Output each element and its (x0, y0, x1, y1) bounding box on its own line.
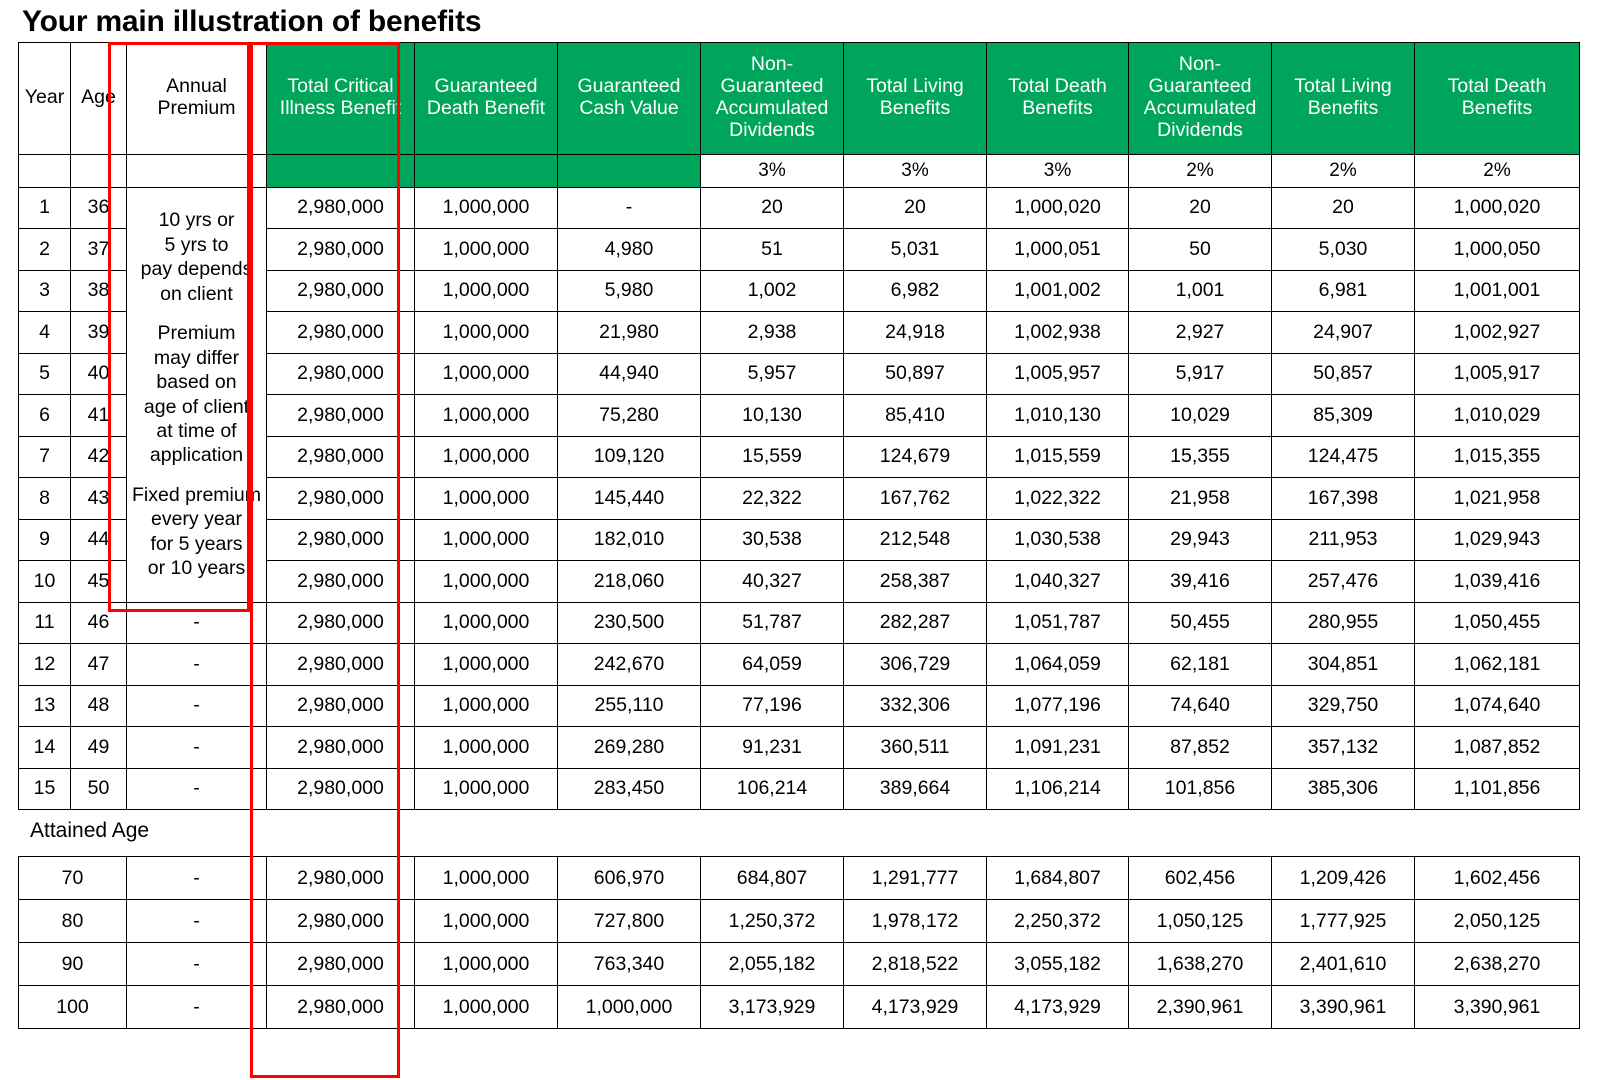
col-header-total-death-benefits-2pct: Total Death Benefits (1415, 42, 1580, 154)
cell-non-guaranteed-accumulated-dividends-3pct: 3,173,929 (701, 986, 844, 1029)
cell-total-living-benefits-2pct: 50,857 (1272, 353, 1415, 395)
cell-total-living-benefits-2pct: 1,209,426 (1272, 857, 1415, 900)
cell-total-critical-illness-benefit: 2,980,000 (267, 644, 415, 686)
cell-total-death-benefits-3pct: 1,091,231 (987, 727, 1129, 769)
cell-year: 5 (19, 353, 71, 395)
cell-guaranteed-cash-value: 269,280 (558, 727, 701, 769)
cell-total-critical-illness-benefit: 2,980,000 (267, 478, 415, 520)
cell-guaranteed-cash-value: - (558, 187, 701, 229)
cell-total-living-benefits-3pct: 2,818,522 (844, 943, 987, 986)
cell-age: 50 (71, 768, 127, 810)
cell-age: 48 (71, 685, 127, 727)
cell-non-guaranteed-accumulated-dividends-2pct: 39,416 (1129, 561, 1272, 603)
cell-guaranteed-cash-value: 182,010 (558, 519, 701, 561)
attained-age-row (19, 943, 1580, 986)
cell-age: 41 (71, 395, 127, 437)
cell-guaranteed-cash-value: 109,120 (558, 436, 701, 478)
cell-non-guaranteed-accumulated-dividends-2pct: 1,050,125 (1129, 900, 1272, 943)
cell-guaranteed-cash-value: 763,340 (558, 943, 701, 986)
cell-non-guaranteed-accumulated-dividends-3pct: 2,938 (701, 312, 844, 354)
cell-non-guaranteed-accumulated-dividends-2pct: 5,917 (1129, 353, 1272, 395)
rate-cell-tlb-2pct: 2% (1272, 154, 1415, 187)
rate-cell-annual-premium (127, 154, 267, 187)
annual-premium-note-line: at time of (156, 419, 237, 442)
cell-age: 42 (71, 436, 127, 478)
cell-total-living-benefits-2pct: 124,475 (1272, 436, 1415, 478)
cell-guaranteed-death-benefit: 1,000,000 (415, 943, 558, 986)
rate-cell-tcib (267, 154, 415, 187)
cell-age: 36 (71, 187, 127, 229)
annual-premium-note-line: pay depends (140, 258, 253, 281)
cell-guaranteed-cash-value: 242,670 (558, 644, 701, 686)
cell-guaranteed-death-benefit: 1,000,000 (415, 602, 558, 644)
cell-non-guaranteed-accumulated-dividends-3pct: 51,787 (701, 602, 844, 644)
col-header-non-guaranteed-accumulated-dividends-3pct: Non-Guaranteed Accumulated Dividends (701, 42, 844, 154)
cell-guaranteed-death-benefit: 1,000,000 (415, 312, 558, 354)
cell-total-living-benefits-2pct: 385,306 (1272, 768, 1415, 810)
cell-total-critical-illness-benefit: 2,980,000 (267, 395, 415, 437)
cell-total-death-benefits-3pct: 1,040,327 (987, 561, 1129, 603)
cell-guaranteed-cash-value: 75,280 (558, 395, 701, 437)
cell-guaranteed-death-benefit: 1,000,000 (415, 478, 558, 520)
cell-non-guaranteed-accumulated-dividends-2pct: 50,455 (1129, 602, 1272, 644)
cell-total-living-benefits-3pct: 389,664 (844, 768, 987, 810)
cell-total-death-benefits-2pct: 1,015,355 (1415, 436, 1580, 478)
cell-total-living-benefits-2pct: 211,953 (1272, 519, 1415, 561)
cell-total-death-benefits-2pct: 1,050,455 (1415, 602, 1580, 644)
cell-total-critical-illness-benefit: 2,980,000 (267, 768, 415, 810)
cell-total-death-benefits-2pct: 1,087,852 (1415, 727, 1580, 769)
cell-total-death-benefits-2pct: 1,005,917 (1415, 353, 1580, 395)
cell-annual-premium: - (127, 727, 267, 769)
cell-total-death-benefits-3pct: 1,000,020 (987, 187, 1129, 229)
cell-attained-age: 70 (19, 857, 127, 900)
cell-total-living-benefits-3pct: 1,291,777 (844, 857, 987, 900)
col-header-total-living-benefits-3pct: Total Living Benefits (844, 42, 987, 154)
rate-header-row (19, 154, 1580, 187)
cell-non-guaranteed-accumulated-dividends-3pct: 91,231 (701, 727, 844, 769)
attained-age-row (19, 857, 1580, 900)
cell-total-death-benefits-3pct: 2,250,372 (987, 900, 1129, 943)
cell-total-death-benefits-3pct: 1,077,196 (987, 685, 1129, 727)
cell-total-living-benefits-3pct: 4,173,929 (844, 986, 987, 1029)
table-row (19, 685, 1580, 727)
cell-year: 3 (19, 270, 71, 312)
annual-premium-note-line: 5 yrs to (164, 233, 229, 256)
cell-non-guaranteed-accumulated-dividends-2pct: 101,856 (1129, 768, 1272, 810)
cell-total-death-benefits-2pct: 2,638,270 (1415, 943, 1580, 986)
main-table-container (0, 42, 1601, 811)
cell-non-guaranteed-accumulated-dividends-3pct: 51 (701, 229, 844, 271)
attained-age-table (18, 856, 1580, 1029)
cell-age: 38 (71, 270, 127, 312)
cell-guaranteed-death-benefit: 1,000,000 (415, 727, 558, 769)
cell-non-guaranteed-accumulated-dividends-3pct: 1,002 (701, 270, 844, 312)
cell-total-living-benefits-3pct: 282,287 (844, 602, 987, 644)
cell-total-critical-illness-benefit: 2,980,000 (267, 436, 415, 478)
col-header-annual-premium: Annual Premium (127, 42, 267, 154)
cell-year: 9 (19, 519, 71, 561)
cell-guaranteed-death-benefit: 1,000,000 (415, 436, 558, 478)
cell-total-death-benefits-2pct: 1,062,181 (1415, 644, 1580, 686)
cell-total-critical-illness-benefit: 2,980,000 (267, 187, 415, 229)
annual-premium-note-line: based on (156, 371, 237, 394)
cell-annual-premium: - (127, 900, 267, 943)
cell-non-guaranteed-accumulated-dividends-3pct: 64,059 (701, 644, 844, 686)
cell-total-death-benefits-3pct: 1,684,807 (987, 857, 1129, 900)
annual-premium-note-line: may differ (153, 346, 240, 369)
col-header-guaranteed-cash-value: Guaranteed Cash Value (558, 42, 701, 154)
cell-guaranteed-death-benefit: 1,000,000 (415, 768, 558, 810)
cell-guaranteed-cash-value: 255,110 (558, 685, 701, 727)
cell-total-critical-illness-benefit: 2,980,000 (267, 229, 415, 271)
cell-total-living-benefits-3pct: 50,897 (844, 353, 987, 395)
cell-year: 7 (19, 436, 71, 478)
cell-total-living-benefits-2pct: 1,777,925 (1272, 900, 1415, 943)
cell-total-death-benefits-3pct: 4,173,929 (987, 986, 1129, 1029)
cell-year: 6 (19, 395, 71, 437)
annual-premium-note-line: on client (160, 282, 233, 305)
rate-cell-ngad-3pct: 3% (701, 154, 844, 187)
cell-total-living-benefits-2pct: 85,309 (1272, 395, 1415, 437)
cell-non-guaranteed-accumulated-dividends-2pct: 20 (1129, 187, 1272, 229)
cell-total-death-benefits-3pct: 1,064,059 (987, 644, 1129, 686)
cell-total-death-benefits-2pct: 1,021,958 (1415, 478, 1580, 520)
cell-non-guaranteed-accumulated-dividends-3pct: 15,559 (701, 436, 844, 478)
cell-attained-age: 80 (19, 900, 127, 943)
cell-guaranteed-cash-value: 44,940 (558, 353, 701, 395)
annual-premium-note-line: application (149, 444, 244, 467)
cell-guaranteed-cash-value: 230,500 (558, 602, 701, 644)
cell-total-living-benefits-3pct: 1,978,172 (844, 900, 987, 943)
cell-guaranteed-death-benefit: 1,000,000 (415, 561, 558, 603)
cell-non-guaranteed-accumulated-dividends-3pct: 40,327 (701, 561, 844, 603)
cell-non-guaranteed-accumulated-dividends-2pct: 50 (1129, 229, 1272, 271)
cell-non-guaranteed-accumulated-dividends-2pct: 74,640 (1129, 685, 1272, 727)
rate-cell-age (71, 154, 127, 187)
cell-total-critical-illness-benefit: 2,980,000 (267, 602, 415, 644)
cell-total-death-benefits-2pct: 3,390,961 (1415, 986, 1580, 1029)
cell-total-critical-illness-benefit: 2,980,000 (267, 727, 415, 769)
rate-cell-tdb-3pct: 3% (987, 154, 1129, 187)
table-row (19, 602, 1580, 644)
cell-non-guaranteed-accumulated-dividends-3pct: 684,807 (701, 857, 844, 900)
cell-total-living-benefits-3pct: 332,306 (844, 685, 987, 727)
cell-guaranteed-death-benefit: 1,000,000 (415, 519, 558, 561)
cell-year: 13 (19, 685, 71, 727)
cell-total-living-benefits-2pct: 20 (1272, 187, 1415, 229)
cell-year: 8 (19, 478, 71, 520)
cell-total-living-benefits-2pct: 357,132 (1272, 727, 1415, 769)
cell-total-living-benefits-3pct: 20 (844, 187, 987, 229)
cell-guaranteed-cash-value: 1,000,000 (558, 986, 701, 1029)
cell-non-guaranteed-accumulated-dividends-2pct: 1,638,270 (1129, 943, 1272, 986)
cell-annual-premium: - (127, 943, 267, 986)
cell-annual-premium: - (127, 602, 267, 644)
cell-total-death-benefits-2pct: 1,101,856 (1415, 768, 1580, 810)
attained-age-label: Attained Age (30, 819, 150, 842)
cell-annual-premium: - (127, 644, 267, 686)
rate-cell-tlb-3pct: 3% (844, 154, 987, 187)
cell-age: 43 (71, 478, 127, 520)
cell-total-living-benefits-2pct: 3,390,961 (1272, 986, 1415, 1029)
cell-total-critical-illness-benefit: 2,980,000 (267, 943, 415, 986)
cell-age: 45 (71, 561, 127, 603)
cell-age: 40 (71, 353, 127, 395)
col-header-total-death-benefits-3pct: Total Death Benefits (987, 42, 1129, 154)
rate-cell-gcv (558, 154, 701, 187)
cell-total-death-benefits-2pct: 1,029,943 (1415, 519, 1580, 561)
cell-total-living-benefits-2pct: 24,907 (1272, 312, 1415, 354)
cell-total-critical-illness-benefit: 2,980,000 (267, 270, 415, 312)
cell-age: 47 (71, 644, 127, 686)
col-header-non-guaranteed-accumulated-dividends-2pct: Non-Guaranteed Accumulated Dividends (1129, 42, 1272, 154)
cell-guaranteed-cash-value: 145,440 (558, 478, 701, 520)
cell-total-living-benefits-2pct: 167,398 (1272, 478, 1415, 520)
cell-non-guaranteed-accumulated-dividends-3pct: 20 (701, 187, 844, 229)
cell-guaranteed-death-benefit: 1,000,000 (415, 353, 558, 395)
annual-premium-note-line: for 5 years (150, 532, 243, 555)
cell-total-death-benefits-3pct: 1,005,957 (987, 353, 1129, 395)
cell-attained-age: 100 (19, 986, 127, 1029)
col-header-year: Year (19, 42, 71, 154)
cell-guaranteed-death-benefit: 1,000,000 (415, 986, 558, 1029)
cell-guaranteed-death-benefit: 1,000,000 (415, 900, 558, 943)
cell-total-critical-illness-benefit: 2,980,000 (267, 900, 415, 943)
cell-guaranteed-cash-value: 727,800 (558, 900, 701, 943)
cell-guaranteed-death-benefit: 1,000,000 (415, 395, 558, 437)
cell-guaranteed-cash-value: 283,450 (558, 768, 701, 810)
cell-non-guaranteed-accumulated-dividends-2pct: 21,958 (1129, 478, 1272, 520)
rate-cell-gdb (415, 154, 558, 187)
page-title: Your main illustration of benefits (22, 5, 482, 38)
cell-guaranteed-death-benefit: 1,000,000 (415, 229, 558, 271)
annual-premium-note-line (127, 306, 266, 321)
table-row (19, 644, 1580, 686)
cell-total-death-benefits-3pct: 1,051,787 (987, 602, 1129, 644)
rate-cell-tdb-2pct: 2% (1415, 154, 1580, 187)
col-header-total-critical-illness-benefit: Total Critical Illness Benefit (267, 42, 415, 154)
annual-premium-note-line: Premium (157, 322, 236, 345)
cell-total-death-benefits-3pct: 1,002,938 (987, 312, 1129, 354)
cell-total-living-benefits-2pct: 257,476 (1272, 561, 1415, 603)
cell-year: 2 (19, 229, 71, 271)
cell-total-critical-illness-benefit: 2,980,000 (267, 561, 415, 603)
cell-total-death-benefits-3pct: 1,106,214 (987, 768, 1129, 810)
cell-total-death-benefits-2pct: 1,602,456 (1415, 857, 1580, 900)
cell-guaranteed-cash-value: 606,970 (558, 857, 701, 900)
table-header-row (19, 42, 1580, 154)
cell-non-guaranteed-accumulated-dividends-3pct: 30,538 (701, 519, 844, 561)
cell-total-death-benefits-2pct: 2,050,125 (1415, 900, 1580, 943)
cell-total-living-benefits-3pct: 306,729 (844, 644, 987, 686)
cell-total-living-benefits-2pct: 329,750 (1272, 685, 1415, 727)
cell-annual-premium: - (127, 857, 267, 900)
cell-total-living-benefits-3pct: 258,387 (844, 561, 987, 603)
cell-total-death-benefits-2pct: 1,039,416 (1415, 561, 1580, 603)
annual-premium-note-line: every year (150, 508, 243, 531)
cell-age: 39 (71, 312, 127, 354)
cell-total-death-benefits-3pct: 1,000,051 (987, 229, 1129, 271)
cell-attained-age: 90 (19, 943, 127, 986)
cell-total-living-benefits-3pct: 24,918 (844, 312, 987, 354)
attained-age-row (19, 900, 1580, 943)
cell-year: 11 (19, 602, 71, 644)
cell-non-guaranteed-accumulated-dividends-3pct: 5,957 (701, 353, 844, 395)
rate-cell-ngad-2pct: 2% (1129, 154, 1272, 187)
cell-total-living-benefits-2pct: 280,955 (1272, 602, 1415, 644)
annual-premium-note-line: age of client (143, 395, 250, 418)
cell-total-death-benefits-3pct: 1,010,130 (987, 395, 1129, 437)
cell-age: 49 (71, 727, 127, 769)
table-row (19, 187, 1580, 229)
cell-year: 12 (19, 644, 71, 686)
cell-non-guaranteed-accumulated-dividends-2pct: 1,001 (1129, 270, 1272, 312)
cell-non-guaranteed-accumulated-dividends-3pct: 1,250,372 (701, 900, 844, 943)
table-row (19, 727, 1580, 769)
annual-premium-note (127, 187, 267, 602)
cell-year: 10 (19, 561, 71, 603)
cell-total-death-benefits-3pct: 1,001,002 (987, 270, 1129, 312)
cell-year: 4 (19, 312, 71, 354)
cell-guaranteed-death-benefit: 1,000,000 (415, 187, 558, 229)
cell-total-living-benefits-3pct: 212,548 (844, 519, 987, 561)
rate-cell-year (19, 154, 71, 187)
cell-total-death-benefits-2pct: 1,002,927 (1415, 312, 1580, 354)
cell-annual-premium: - (127, 768, 267, 810)
col-header-age: Age (71, 42, 127, 154)
cell-non-guaranteed-accumulated-dividends-3pct: 10,130 (701, 395, 844, 437)
attained-table-container (0, 856, 1601, 1029)
cell-guaranteed-cash-value: 5,980 (558, 270, 701, 312)
cell-total-living-benefits-2pct: 304,851 (1272, 644, 1415, 686)
benefits-table (18, 42, 1580, 811)
cell-total-critical-illness-benefit: 2,980,000 (267, 519, 415, 561)
cell-year: 15 (19, 768, 71, 810)
cell-total-death-benefits-2pct: 1,000,020 (1415, 187, 1580, 229)
cell-non-guaranteed-accumulated-dividends-2pct: 602,456 (1129, 857, 1272, 900)
cell-non-guaranteed-accumulated-dividends-2pct: 10,029 (1129, 395, 1272, 437)
cell-total-death-benefits-2pct: 1,074,640 (1415, 685, 1580, 727)
cell-total-living-benefits-3pct: 360,511 (844, 727, 987, 769)
cell-total-death-benefits-3pct: 3,055,182 (987, 943, 1129, 986)
cell-non-guaranteed-accumulated-dividends-2pct: 87,852 (1129, 727, 1272, 769)
cell-year: 14 (19, 727, 71, 769)
cell-total-living-benefits-2pct: 2,401,610 (1272, 943, 1415, 986)
cell-guaranteed-cash-value: 4,980 (558, 229, 701, 271)
cell-total-death-benefits-2pct: 1,000,050 (1415, 229, 1580, 271)
table-row (19, 768, 1580, 810)
cell-total-death-benefits-3pct: 1,022,322 (987, 478, 1129, 520)
cell-total-living-benefits-3pct: 5,031 (844, 229, 987, 271)
cell-age: 37 (71, 229, 127, 271)
cell-guaranteed-cash-value: 218,060 (558, 561, 701, 603)
cell-non-guaranteed-accumulated-dividends-3pct: 22,322 (701, 478, 844, 520)
cell-guaranteed-death-benefit: 1,000,000 (415, 685, 558, 727)
cell-guaranteed-death-benefit: 1,000,000 (415, 644, 558, 686)
cell-year: 1 (19, 187, 71, 229)
cell-total-living-benefits-3pct: 85,410 (844, 395, 987, 437)
col-header-total-living-benefits-2pct: Total Living Benefits (1272, 42, 1415, 154)
cell-non-guaranteed-accumulated-dividends-3pct: 106,214 (701, 768, 844, 810)
annual-premium-note-line (127, 468, 266, 483)
cell-age: 44 (71, 519, 127, 561)
cell-non-guaranteed-accumulated-dividends-2pct: 29,943 (1129, 519, 1272, 561)
cell-non-guaranteed-accumulated-dividends-3pct: 77,196 (701, 685, 844, 727)
cell-total-critical-illness-benefit: 2,980,000 (267, 986, 415, 1029)
cell-non-guaranteed-accumulated-dividends-2pct: 15,355 (1129, 436, 1272, 478)
cell-non-guaranteed-accumulated-dividends-2pct: 2,927 (1129, 312, 1272, 354)
cell-total-death-benefits-2pct: 1,001,001 (1415, 270, 1580, 312)
cell-total-death-benefits-2pct: 1,010,029 (1415, 395, 1580, 437)
cell-age: 46 (71, 602, 127, 644)
cell-total-critical-illness-benefit: 2,980,000 (267, 857, 415, 900)
cell-total-living-benefits-2pct: 5,030 (1272, 229, 1415, 271)
annual-premium-note-line: Fixed premium (132, 483, 261, 506)
cell-total-critical-illness-benefit: 2,980,000 (267, 312, 415, 354)
col-header-guaranteed-death-benefit: Guaranteed Death Benefit (415, 42, 558, 154)
cell-guaranteed-death-benefit: 1,000,000 (415, 270, 558, 312)
cell-total-living-benefits-2pct: 6,981 (1272, 270, 1415, 312)
cell-total-death-benefits-3pct: 1,015,559 (987, 436, 1129, 478)
cell-total-critical-illness-benefit: 2,980,000 (267, 353, 415, 395)
cell-annual-premium: - (127, 986, 267, 1029)
cell-total-critical-illness-benefit: 2,980,000 (267, 685, 415, 727)
cell-total-living-benefits-3pct: 124,679 (844, 436, 987, 478)
attained-age-band (0, 810, 1601, 856)
cell-non-guaranteed-accumulated-dividends-2pct: 62,181 (1129, 644, 1272, 686)
annual-premium-note-line: or 10 years (147, 557, 246, 580)
cell-total-living-benefits-3pct: 167,762 (844, 478, 987, 520)
cell-total-living-benefits-3pct: 6,982 (844, 270, 987, 312)
annual-premium-note-line: 10 yrs or (158, 209, 235, 232)
cell-non-guaranteed-accumulated-dividends-2pct: 2,390,961 (1129, 986, 1272, 1029)
cell-total-death-benefits-3pct: 1,030,538 (987, 519, 1129, 561)
cell-guaranteed-cash-value: 21,980 (558, 312, 701, 354)
cell-annual-premium: - (127, 685, 267, 727)
cell-guaranteed-death-benefit: 1,000,000 (415, 857, 558, 900)
cell-non-guaranteed-accumulated-dividends-3pct: 2,055,182 (701, 943, 844, 986)
attained-age-row (19, 986, 1580, 1029)
